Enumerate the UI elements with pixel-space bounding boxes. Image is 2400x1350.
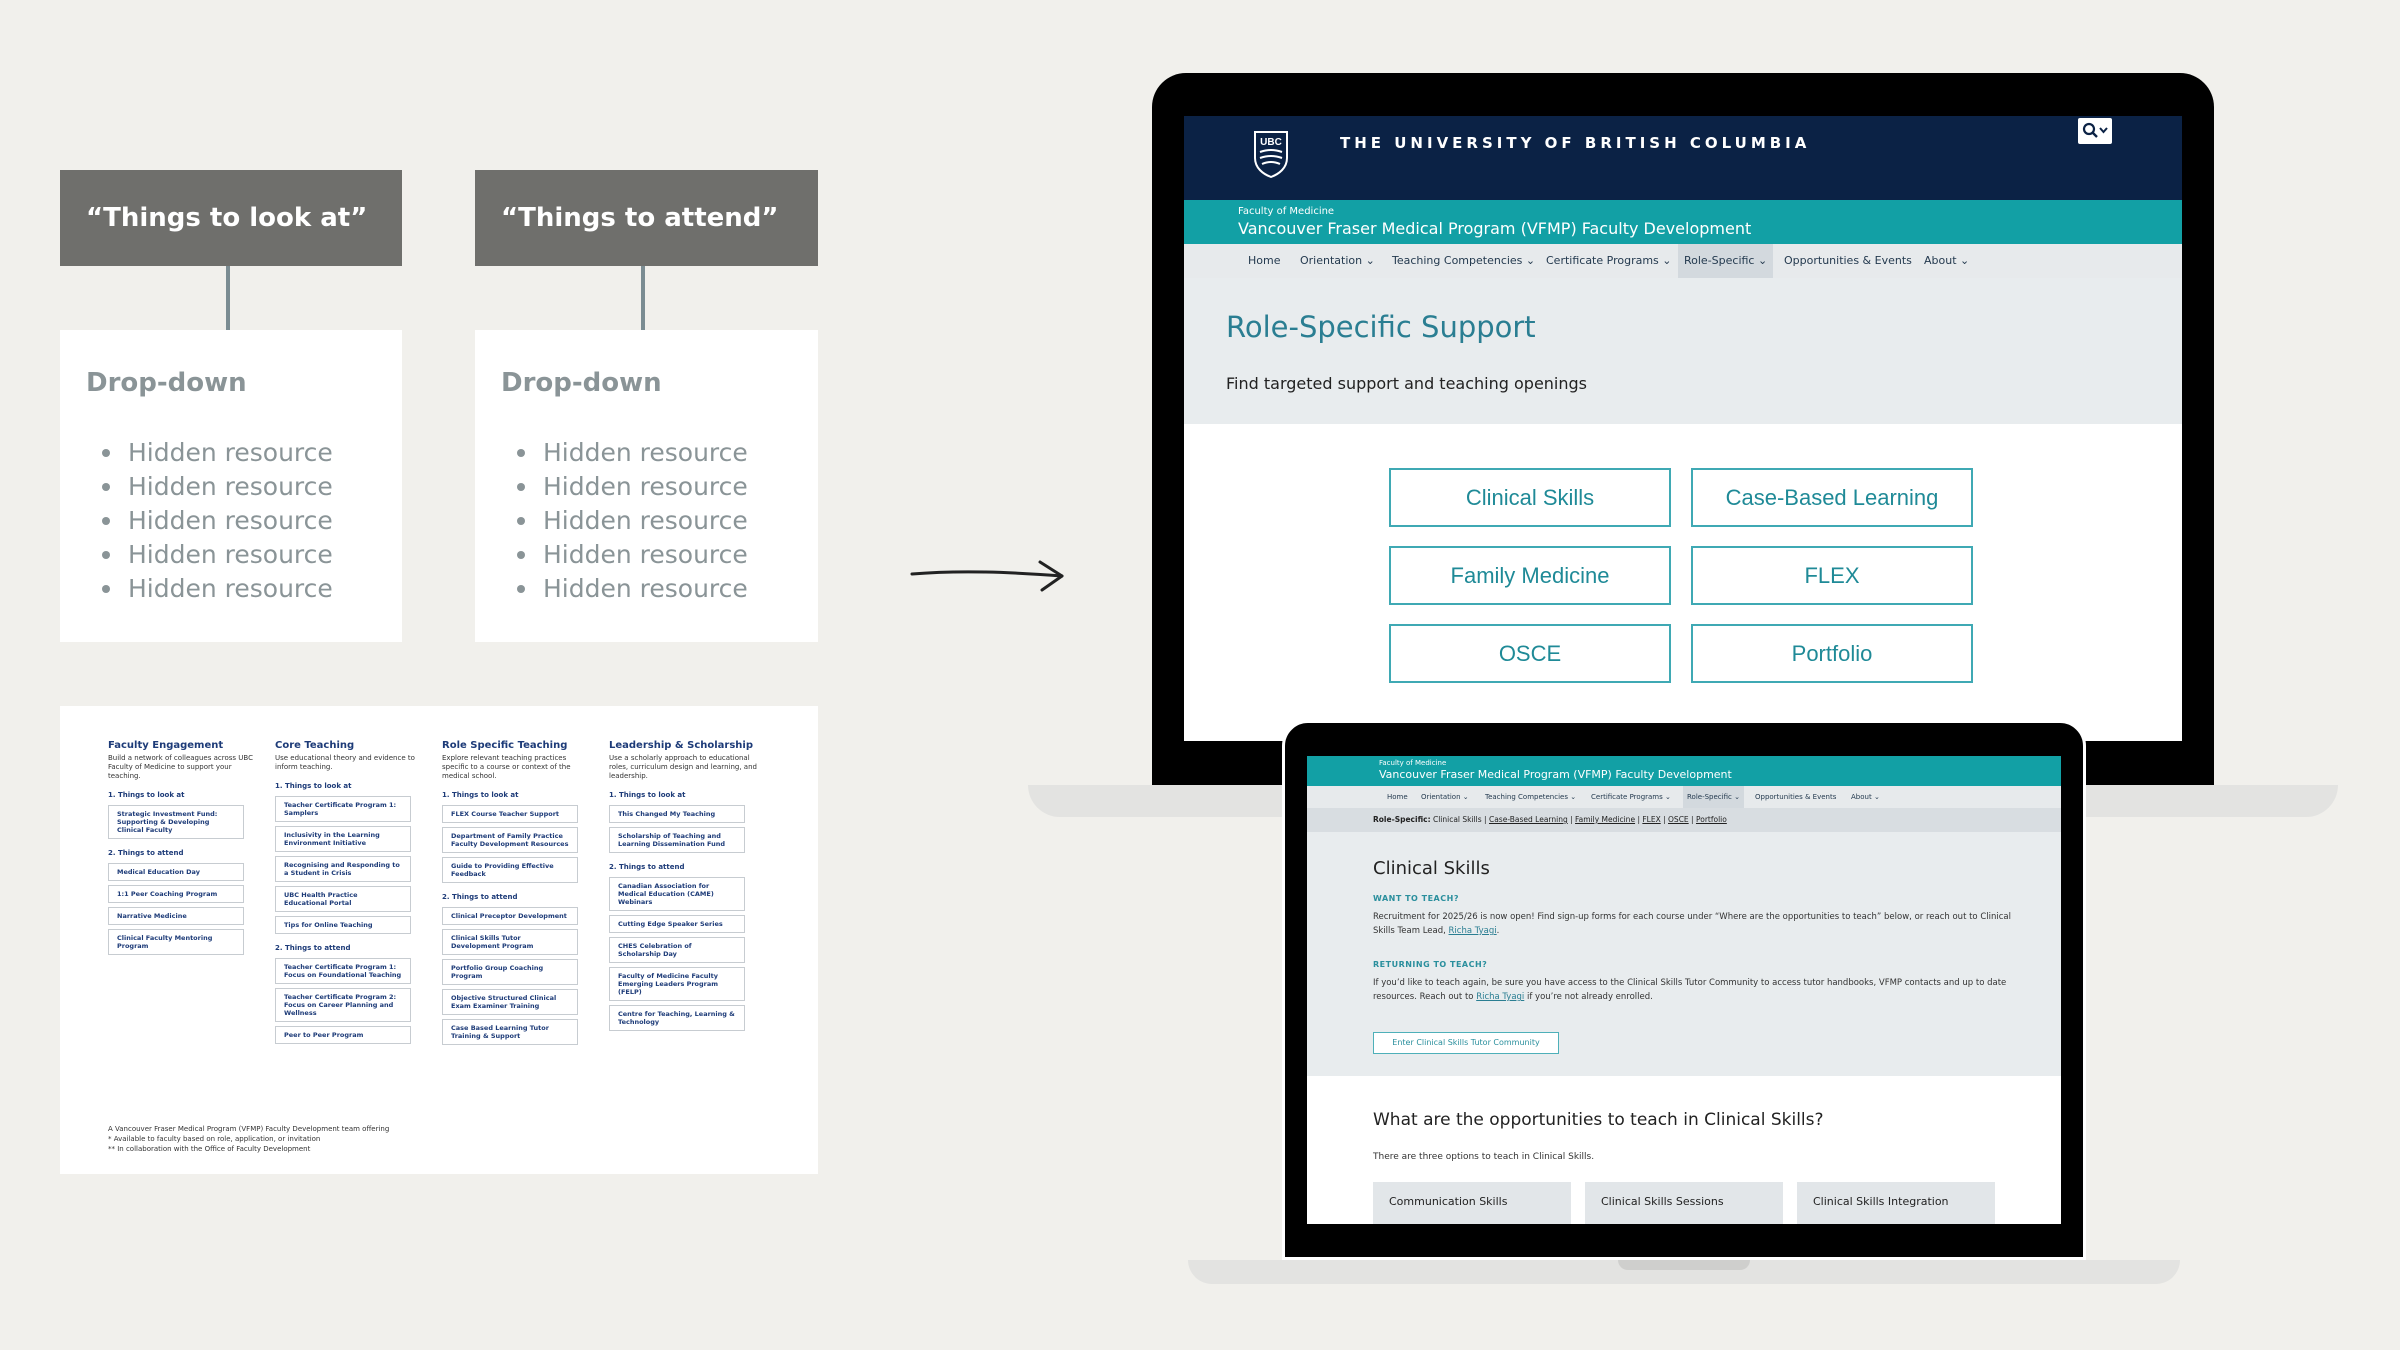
sitemap-section-label: 2. Things to attend (275, 944, 351, 952)
want-to-teach-label: WANT TO TEACH? (1373, 894, 1459, 903)
family-medicine-button[interactable]: Family Medicine (1389, 546, 1671, 605)
case-based-learning-button[interactable]: Case-Based Learning (1691, 468, 1973, 527)
list-item: Hidden resource (102, 538, 376, 572)
nav-role-specific[interactable]: Role-Specific ⌄ (1678, 244, 1773, 278)
sitemap-item: Tips for Online Teaching (275, 916, 411, 934)
arrow-right-icon (910, 556, 1070, 596)
sitemap-section-label: 1. Things to look at (275, 782, 352, 790)
sitemap-column (275, 740, 427, 1048)
list-item: Hidden resource (102, 470, 376, 504)
list-item: Hidden resource (102, 504, 376, 538)
sitemap-section-label: 2. Things to attend (442, 893, 518, 901)
footnote: * Available to faculty based on role, application, or invitation (108, 1135, 321, 1143)
search-button[interactable] (2078, 118, 2112, 144)
sitemap-item: Inclusivity in the Learning Environment Initiative (275, 826, 411, 852)
sitemap-item: Centre for Teaching, Learning & Technology (609, 1005, 745, 1031)
breadcrumb-label: Role-Specific: (1373, 815, 1431, 824)
sitemap-item: UBC Health Practice Educational Portal (275, 886, 411, 912)
footnote: ** In collaboration with the Office of Faculty Development (108, 1145, 311, 1153)
sitemap-footnotes (108, 1124, 389, 1154)
sitemap-section-label: 1. Things to look at (442, 791, 519, 799)
sitemap-item: Teacher Certificate Program 1: Focus on Foundational Teaching (275, 958, 411, 984)
sitemap-item: Recognising and Responding to a Student in Crisis (275, 856, 411, 882)
page-title: Role-Specific Support (1226, 310, 1536, 344)
attend-connector (641, 266, 645, 330)
unit-bar (1184, 200, 2182, 244)
sitemap-item: Department of Family Practice Faculty Development Resources (442, 827, 578, 853)
sitemap-item: Portfolio Group Coaching Program (442, 959, 578, 985)
osce-button[interactable]: OSCE (1389, 624, 1671, 683)
list-item: Hidden resource (517, 572, 792, 606)
page-subtitle: Find targeted support and teaching openings (1226, 374, 1587, 393)
breadcrumb-link[interactable]: FLEX (1642, 815, 1661, 824)
flex-button[interactable]: FLEX (1691, 546, 1973, 605)
tab-clinical-skills-sessions[interactable]: Clinical Skills Sessions (1585, 1182, 1783, 1224)
sitemap-item: Guide to Providing Effective Feedback (442, 857, 578, 883)
chevron-down-icon: ⌄ (1525, 254, 1536, 267)
nav-certificate-programs[interactable]: Certificate Programs ⌄ (1546, 254, 1672, 267)
returning-to-teach-label: RETURNING TO TEACH? (1373, 960, 1488, 969)
nav-orientation[interactable]: Orientation ⌄ (1300, 254, 1375, 267)
faculty-name: Faculty of Medicine (1238, 206, 1335, 217)
chevron-down-icon: ⌄ (1462, 793, 1469, 801)
look-dropdown-card (60, 330, 402, 642)
nav-opportunities-events[interactable]: Opportunities & Events (1784, 254, 1912, 267)
nav-orientation[interactable]: Orientation ⌄ (1421, 793, 1469, 801)
sitemap-item: Objective Structured Clinical Exam Examiner Training (442, 989, 578, 1015)
contact-link[interactable]: Richa Tyagi (1448, 926, 1497, 936)
sitemap-item: Strategic Investment Fund: Supporting & Developing Clinical Faculty (108, 805, 244, 839)
nav-about[interactable]: About ⌄ (1851, 793, 1880, 801)
sitemap-column-description: Use a scholarly approach to educational roles, curriculum design and learning, and leadership. (609, 754, 757, 780)
look-connector (226, 266, 230, 330)
sitemap-column-description: Use educational theory and evidence to inform teaching. (275, 754, 415, 771)
list-item: Hidden resource (517, 436, 792, 470)
chevron-down-icon: ⌄ (1960, 254, 1970, 267)
tablet-nav (1307, 786, 2061, 808)
sitemap-column (609, 740, 761, 1035)
chevron-down-icon: ⌄ (1662, 254, 1672, 267)
tablet-unit-bar (1307, 756, 2061, 786)
sitemap-column-description: Build a network of colleagues across UBC Faculty of Medicine to support your teaching. (108, 754, 253, 780)
breadcrumb-link[interactable]: Family Medicine (1575, 815, 1636, 824)
attend-dropdown-list (501, 436, 792, 606)
sitemap-document (60, 706, 818, 1174)
list-item: Hidden resource (102, 436, 376, 470)
nav-home[interactable]: Home (1387, 793, 1408, 801)
nav-role-specific[interactable]: Role-Specific ⌄ (1683, 786, 1744, 808)
ubc-crest-label: UBC (1260, 137, 1282, 148)
sitemap-item: Canadian Association for Medical Education (CAME) Webinars (609, 877, 745, 911)
chevron-down-icon: ⌄ (1570, 793, 1577, 801)
sitemap-column-title: Core Teaching (275, 740, 355, 751)
search-icon (2078, 118, 2112, 144)
attend-dropdown-card (475, 330, 818, 642)
nav-opportunities-events[interactable]: Opportunities & Events (1755, 793, 1837, 801)
breadcrumb-current: Clinical Skills (1432, 815, 1482, 824)
nav-home[interactable]: Home (1248, 254, 1281, 267)
sitemap-column-title: Leadership & Scholarship (609, 740, 753, 751)
sitemap-column-title: Role Specific Teaching (442, 740, 568, 751)
look-dropdown-list (86, 436, 376, 606)
sitemap-item: Narrative Medicine (108, 907, 244, 925)
sitemap-column-title: Faculty Engagement (108, 740, 224, 751)
look-dropdown-title: Drop-down (86, 368, 247, 398)
breadcrumb: Role-Specific: Clinical Skills | Case-Based Learning | Family Medicine | FLEX | OSCE | Portfolio (1307, 808, 2061, 832)
breadcrumb-link[interactable]: Case-Based Learning (1488, 815, 1568, 824)
tablet-main-section (1307, 832, 2061, 1076)
sitemap-item: Teacher Certificate Program 1: Samplers (275, 796, 411, 822)
hero-section (1184, 278, 2182, 424)
list-item: Hidden resource (102, 572, 376, 606)
sitemap-item: Scholarship of Teaching and Learning Dissemination Fund (609, 827, 745, 853)
nav-certificate-programs[interactable]: Certificate Programs ⌄ (1591, 793, 1671, 801)
sitemap-item: Teacher Certificate Program 2: Focus on Career Planning and Wellness (275, 988, 411, 1022)
sitemap-section-label: 2. Things to attend (609, 863, 685, 871)
enter-community-button[interactable]: Enter Clinical Skills Tutor Community (1373, 1032, 1559, 1054)
page-title: Clinical Skills (1373, 858, 1490, 879)
sitemap-item: 1:1 Peer Coaching Program (108, 885, 244, 903)
chevron-down-icon: ⌄ (1758, 254, 1768, 267)
nav-teaching-competencies[interactable]: Teaching Competencies ⌄ (1485, 793, 1577, 801)
sitemap-item: Faculty of Medicine Faculty Emerging Leaders Program (FELP) (609, 967, 745, 1001)
sitemap-section-label: 1. Things to look at (108, 791, 185, 799)
sitemap-item: Medical Education Day (108, 863, 244, 881)
chevron-down-icon: ⌄ (1734, 793, 1740, 801)
sitemap-item: Clinical Preceptor Development (442, 907, 578, 925)
chevron-down-icon: ⌄ (1873, 793, 1880, 801)
sitemap-section-label: 2. Things to attend (108, 849, 184, 857)
attend-header-text: “Things to attend” (501, 203, 779, 233)
chevron-down-icon: ⌄ (1665, 793, 1671, 801)
returning-to-teach-text: If you’d like to teach again, be sure you have access to the Clinical Skills Tutor Community to access tutor handbooks, VFMP contacts and up to date resources. Reach out to Richa Tyagi if you’re not already enrolled. (1373, 978, 2007, 1002)
sitemap-column (108, 740, 260, 959)
program-name[interactable]: Vancouver Fraser Medical Program (VFMP) Faculty Development (1238, 219, 1752, 238)
sitemap-item: Clinical Skills Tutor Development Program (442, 929, 578, 955)
ubc-crest-icon (1252, 130, 1290, 178)
chevron-down-icon: ⌄ (1365, 254, 1375, 267)
main-nav (1184, 244, 2182, 279)
sitemap-item: Peer to Peer Program (275, 1026, 411, 1044)
faculty-name: Faculty of Medicine (1379, 759, 1447, 767)
sitemap-item: Case Based Learning Tutor Training & Support (442, 1019, 578, 1045)
contact-link[interactable]: Richa Tyagi (1476, 992, 1525, 1002)
nav-about[interactable]: About ⌄ (1924, 254, 1970, 267)
footnote: A Vancouver Fraser Medical Program (VFMP) Faculty Development team offering (108, 1125, 390, 1133)
portfolio-button[interactable]: Portfolio (1691, 624, 1973, 683)
breadcrumb-link[interactable]: OSCE (1668, 815, 1689, 824)
tablet-base-notch (1618, 1260, 1750, 1270)
sitemap-section-label: 1. Things to look at (609, 791, 686, 799)
nav-teaching-competencies[interactable]: Teaching Competencies ⌄ (1392, 254, 1536, 267)
ubc-header-bar (1184, 116, 2182, 200)
tab-clinical-skills-integration[interactable]: Clinical Skills Integration (1797, 1182, 1995, 1224)
attend-dropdown-title: Drop-down (501, 368, 662, 398)
list-item: Hidden resource (517, 504, 792, 538)
want-to-teach-text: Recruitment for 2025/26 is now open! Find sign-up forms for each course under “Where are the opportunities to teach” below, or reach out to Clinical Skills Team Lead, Richa Tyagi. (1373, 912, 2011, 936)
opportunities-text: There are three options to teach in Clinical Skills. (1373, 1152, 1595, 1162)
clinical-skills-button[interactable]: Clinical Skills (1389, 468, 1671, 527)
sitemap-item: This Changed My Teaching (609, 805, 745, 823)
tablet-screen (1307, 756, 2061, 1224)
breadcrumb-link[interactable]: Portfolio (1695, 815, 1727, 824)
attend-header (475, 170, 818, 266)
sitemap-item: CHES Celebration of Scholarship Day (609, 937, 745, 963)
sitemap-item: FLEX Course Teacher Support (442, 805, 578, 823)
university-name: THE UNIVERSITY OF BRITISH COLUMBIA (1340, 134, 1811, 152)
opportunities-title: What are the opportunities to teach in Clinical Skills? (1373, 1110, 1824, 1130)
list-item: Hidden resource (517, 470, 792, 504)
program-name[interactable]: Vancouver Fraser Medical Program (VFMP) Faculty Development (1379, 768, 1732, 781)
sitemap-column (442, 740, 594, 1049)
tab-communication-skills[interactable]: Communication Skills (1373, 1182, 1571, 1224)
sitemap-item: Clinical Faculty Mentoring Program (108, 929, 244, 955)
laptop-screen (1184, 116, 2182, 741)
look-header (60, 170, 402, 266)
sitemap-column-description: Explore relevant teaching practices specific to a course or context of the medical school. (442, 754, 571, 780)
list-item: Hidden resource (517, 538, 792, 572)
sitemap-item: Cutting Edge Speaker Series (609, 915, 745, 933)
look-header-text: “Things to look at” (86, 203, 368, 233)
